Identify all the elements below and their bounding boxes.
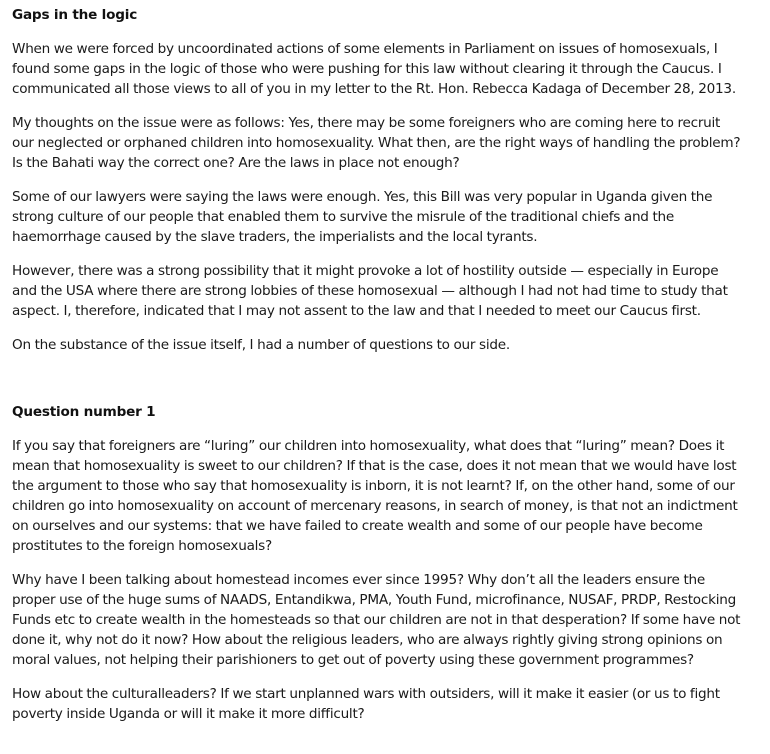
text-line: the argument to those who say that homosexuality is inborn, it is not learnt? If, on the other hand, some of our <box>12 478 735 494</box>
text-line: poverty inside Uganda or will it make it more difficult? <box>12 706 365 722</box>
text-line: My thoughts on the issue were as follows: Yes, there may be some foreigners who are coming here to recruit <box>12 115 721 131</box>
text-line: prostitutes to the foreign homosexuals? <box>12 538 272 554</box>
text-line: communicated all those views to all of you in my letter to the Rt. Hon. Rebecca Kadaga of December 28, 2013. <box>12 81 736 97</box>
paragraph <box>12 570 758 670</box>
text-line: When we were forced by uncoordinated actions of some elements in Parliament on issues of homosexuals, I <box>12 41 718 57</box>
section-heading-question-1: Question number 1 <box>12 404 156 420</box>
text-line: moral values, not helping their parishioners to get out of poverty using these government programmes? <box>12 652 694 668</box>
text-line: Is the Bahati way the correct one? Are the laws in place not enough? <box>12 155 460 171</box>
text-line: mean that homosexuality is sweet to our children? If that is the case, does it not mean that we would have lost <box>12 458 737 474</box>
text-line: Funds etc to create wealth in the homesteads so that our children are not in that desperation? If some have not <box>12 612 741 628</box>
text-line: However, there was a strong possibility that it might provoke a lot of hostility outside — especially in Europe <box>12 263 719 279</box>
text-line: on ourselves and our systems: that we have failed to create wealth and some of our people have become <box>12 518 703 534</box>
text-line: On the substance of the issue itself, I had a number of questions to our side. <box>12 337 510 353</box>
text-line: Why have I been talking about homestead incomes ever since 1995? Why don’t all the leaders ensure the <box>12 572 705 588</box>
paragraph <box>12 187 758 247</box>
section-heading-gaps-in-logic: Gaps in the logic <box>12 7 138 23</box>
text-line: found some gaps in the logic of those who were pushing for this law without clearing it through the Caucus. I <box>12 61 722 77</box>
paragraph <box>12 684 758 724</box>
text-line: children go into homosexuality on account of mercenary reasons, in search of money, is that not an indictment <box>12 498 738 514</box>
text-line: haemorrhage caused by the slave traders, the imperialists and the local tyrants. <box>12 229 538 245</box>
text-line: our neglected or orphaned children into homosexuality. What then, are the right ways of handling the problem? <box>12 135 741 151</box>
text-line: aspect. I, therefore, indicated that I may not assent to the law and that I needed to meet our Caucus first. <box>12 303 701 319</box>
paragraph <box>12 39 758 99</box>
text-line: How about the culturalleaders? If we start unplanned wars with outsiders, will it make it easier (or us to fight <box>12 686 720 702</box>
text-line: proper use of the huge sums of NAADS, Entandikwa, PMA, Youth Fund, microfinance, NUSAF, PRDP, Restocking <box>12 592 736 608</box>
paragraph <box>12 436 758 556</box>
paragraph <box>12 261 758 321</box>
text-line: done it, why not do it now? How about the religious leaders, who are always rightly giving strong opinions on <box>12 632 723 648</box>
text-line: Some of our lawyers were saying the laws were enough. Yes, this Bill was very popular in Uganda given the <box>12 189 713 205</box>
paragraph <box>12 113 758 173</box>
text-line: strong culture of our people that enabled them to survive the misrule of the traditional chiefs and the <box>12 209 675 225</box>
text-line: and the USA where there are strong lobbies of these homosexual — although I had not had time to study that <box>12 283 728 299</box>
paragraph <box>12 335 758 355</box>
text-line: If you say that foreigners are “luring” our children into homosexuality, what does that “luring” mean? Does it <box>12 438 725 454</box>
